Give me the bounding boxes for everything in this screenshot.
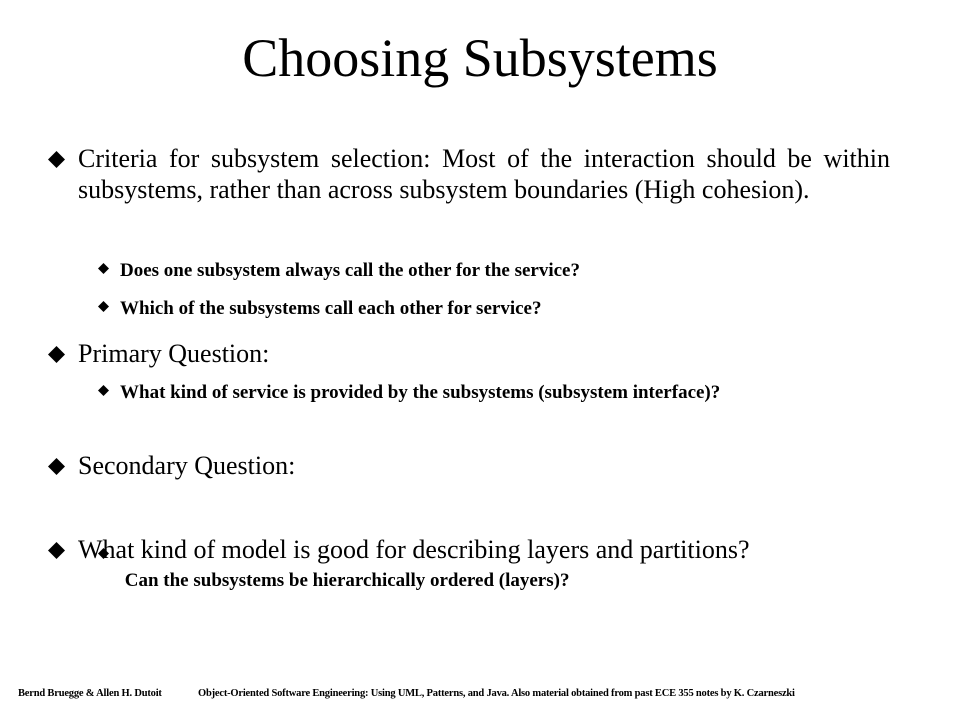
sub-bullet-criteria-1-text: Does one subsystem always call the other for the service? [120,260,580,281]
bullet-primary [78,338,890,369]
diamond-icon [98,301,109,312]
diamond-icon [98,263,109,274]
slide-footer [18,688,795,699]
bullet-model-text: What kind of model is good for describing layers and partitions? [78,535,750,564]
footer-book: Object-Oriented Software Engineering: Using UML, Patterns, and Java. Also material obtained from past ECE 355 notes by K. Czarneszki [198,688,795,699]
footer-authors: Bernd Bruegge & Allen H. Dutoit [18,688,162,699]
bullet-primary-text: Primary Question: [78,339,270,368]
bullet-secondary [78,450,890,481]
bullet-secondary-text: Secondary Question: [78,451,296,480]
sub-bullet-criteria-1 [120,258,880,283]
diamond-icon [98,498,109,509]
slide-title: Choosing Subsystems [242,28,718,88]
sub-bullet-primary-1-text: What kind of service is provided by the subsystems (subsystem interface)? [120,382,721,403]
bullet-model [78,534,768,565]
bullet-criteria [78,143,890,205]
sub-bullet-secondary-1 [120,493,880,643]
sub-bullet-criteria-2 [120,296,880,321]
diamond-icon [48,542,65,559]
diamond-icon [48,458,65,475]
sub-bullet-secondary-1-text: Can the subsystems be hierarchically ordered (layers)? [120,570,570,591]
diamond-icon [48,346,65,363]
diamond-icon [98,385,109,396]
sub-bullet-primary-1 [120,380,850,405]
bullet-criteria-text: Criteria for subsystem selection: Most of the interaction should be within subsystems, rather than across subsystem boundaries (High cohesion). [78,144,890,204]
diamond-icon [48,151,65,168]
sub-bullet-criteria-2-text: Which of the subsystems call each other for service? [120,298,542,319]
